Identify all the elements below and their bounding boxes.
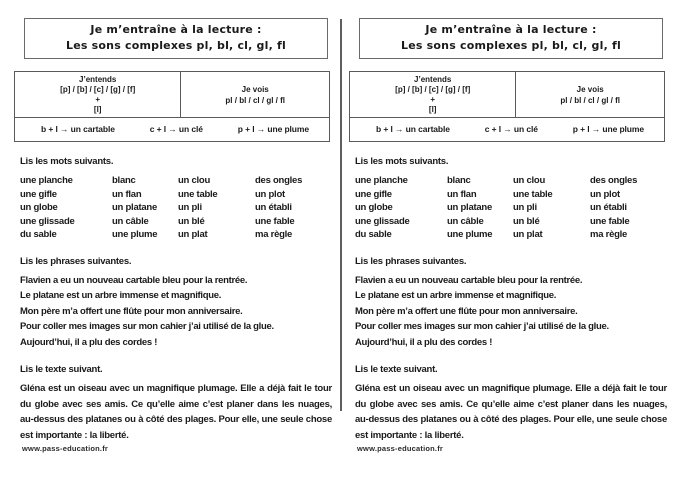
text-paragraph: Gléna est un oiseau avec un magnifique plumage. Elle a déjà fait le tour du globe avec ses amis. Ce qu’elle aime c’est planer dans les nuages, au-dessus des platanes ou à côté des plages. Pour elle, une seule chose est importante : la liberté.: [20, 383, 332, 441]
column-divider: [340, 19, 342, 411]
word-item: une gifle: [20, 188, 57, 200]
word-item: un globe: [20, 202, 58, 214]
sentence-line: Le platane est un arbre immense et magnifique.: [20, 290, 222, 302]
word-item: un établi: [590, 202, 627, 214]
text-paragraph: Gléna est un oiseau avec un magnifique plumage. Elle a déjà fait le tour du globe avec ses amis. Ce qu’elle aime c’est planer dans les nuages, au-dessus des platanes ou à côté des plages. Pour elle, une seule chose est importante : la liberté.: [355, 383, 667, 441]
sound-table-top-row: [15, 72, 329, 118]
j-entends-label: J’entends: [414, 75, 452, 84]
je-vois-label: Je vois: [241, 84, 269, 94]
sound-table: [349, 71, 665, 142]
sound-table: [14, 71, 330, 142]
worksheet-title-line2: Les sons complexes pl, bl, cl, gl, fl: [66, 39, 286, 52]
sentence-line: Pour coller mes images sur mon cahier j’ai utilisé de la glue.: [20, 321, 274, 333]
blend-example: b + l → un cartable: [376, 124, 450, 134]
title-box: [24, 18, 328, 59]
footer-url: www.pass-education.fr: [22, 444, 109, 453]
word-item: un blé: [513, 215, 540, 227]
word-item: blanc: [112, 175, 136, 186]
footer-url: www.pass-education.fr: [357, 444, 444, 453]
word-item: un blé: [178, 215, 205, 227]
word-item: un flan: [112, 188, 142, 200]
sound-table-top-row: [350, 72, 664, 118]
word-item: une glissade: [20, 215, 75, 227]
word-item: une fable: [255, 215, 295, 227]
word-item: une planche: [355, 175, 408, 186]
worksheet-title-line1: Je m’entraîne à la lecture :: [90, 23, 262, 36]
j-entends-l: [l]: [428, 105, 437, 114]
word-item: un plat: [513, 229, 543, 241]
sentences-heading: Lis les phrases suivantes.: [20, 255, 132, 267]
sentences-list: [20, 273, 332, 351]
je-vois-cell: [516, 72, 664, 117]
word-item: une plume: [112, 229, 158, 241]
text-heading: Lis le texte suivant.: [20, 364, 103, 376]
sentences-list: [355, 273, 667, 351]
word-item: un platane: [447, 202, 493, 214]
j-entends-l: [l]: [93, 105, 102, 114]
word-item: un pli: [513, 202, 537, 214]
blend-examples-row: [350, 118, 664, 141]
sentence-line: Flavien a eu un nouveau cartable bleu pour la rentrée.: [355, 274, 583, 286]
word-item: des ongles: [590, 175, 638, 186]
word-item: une glissade: [355, 215, 410, 227]
word-item: ma règle: [255, 229, 293, 241]
je-vois-cell: [181, 72, 329, 117]
j-entends-cell: [350, 72, 516, 117]
j-entends-label: J’entends: [79, 75, 117, 84]
word-item: un plot: [255, 188, 285, 200]
word-item: un globe: [355, 202, 393, 214]
text-heading: Lis le texte suivant.: [355, 364, 438, 376]
word-item: une table: [178, 188, 218, 200]
word-item: des ongles: [255, 175, 303, 186]
word-item: blanc: [447, 175, 471, 186]
je-vois-label: Je vois: [576, 84, 604, 94]
blend-example: p + l → une plume: [572, 124, 644, 134]
j-entends-sounds: [p] / [b] / [c] / [g] / [f]: [395, 85, 471, 94]
j-entends-sounds: [p] / [b] / [c] / [g] / [f]: [60, 85, 136, 94]
words-heading: Lis les mots suivants.: [20, 156, 114, 167]
word-item: un plat: [178, 229, 208, 241]
sentence-line: Pour coller mes images sur mon cahier j’ai utilisé de la glue.: [355, 321, 609, 333]
word-item: un clou: [178, 175, 211, 186]
words-heading: Lis les mots suivants.: [355, 156, 449, 167]
sentence-line: Aujourd’hui, il a plu des cordes !: [355, 336, 493, 348]
word-item: un platane: [112, 202, 158, 214]
sentence-line: Mon père m’a offert une flûte pour mon anniversaire.: [20, 305, 243, 317]
blend-example: p + l → une plume: [237, 124, 309, 134]
sentence-line: Aujourd’hui, il a plu des cordes !: [20, 336, 158, 348]
word-item: un établi: [255, 202, 292, 214]
sentence-line: Le platane est un arbre immense et magnifique.: [355, 290, 557, 302]
j-entends-cell: [15, 72, 181, 117]
blend-example: c + l → un clé: [149, 124, 203, 134]
sentences-heading: Lis les phrases suivantes.: [355, 255, 467, 267]
je-vois-graphemes: pl / bl / cl / gl / fl: [560, 95, 620, 105]
word-item: une plume: [447, 229, 493, 241]
word-item: un câble: [447, 215, 484, 227]
word-item: une planche: [20, 175, 73, 186]
j-entends-plus: +: [95, 95, 101, 104]
worksheet-title-line2: Les sons complexes pl, bl, cl, gl, fl: [401, 39, 621, 52]
word-item: une table: [513, 188, 553, 200]
blend-examples-row: [15, 118, 329, 141]
word-item: du sable: [20, 229, 57, 241]
je-vois-graphemes: pl / bl / cl / gl / fl: [225, 95, 285, 105]
word-item: une fable: [590, 215, 630, 227]
sentence-line: Mon père m’a offert une flûte pour mon anniversaire.: [355, 305, 578, 317]
word-item: un flan: [447, 188, 477, 200]
blend-example: c + l → un clé: [484, 124, 538, 134]
worksheet-title-line1: Je m’entraîne à la lecture :: [425, 23, 597, 36]
word-item: un clou: [513, 175, 546, 186]
word-item: ma règle: [590, 229, 628, 241]
word-item: un plot: [590, 188, 620, 200]
blend-example: b + l → un cartable: [41, 124, 115, 134]
title-box: [359, 18, 663, 59]
word-item: une gifle: [355, 188, 392, 200]
worksheet-copy-1: [14, 0, 332, 480]
worksheet-copy-2: [349, 0, 667, 480]
words-grid: [355, 174, 667, 242]
sentence-line: Flavien a eu un nouveau cartable bleu pour la rentrée.: [20, 274, 248, 286]
j-entends-plus: +: [430, 95, 436, 104]
word-item: du sable: [355, 229, 392, 241]
word-item: un câble: [112, 215, 149, 227]
words-grid: [20, 174, 332, 242]
word-item: un pli: [178, 202, 202, 214]
